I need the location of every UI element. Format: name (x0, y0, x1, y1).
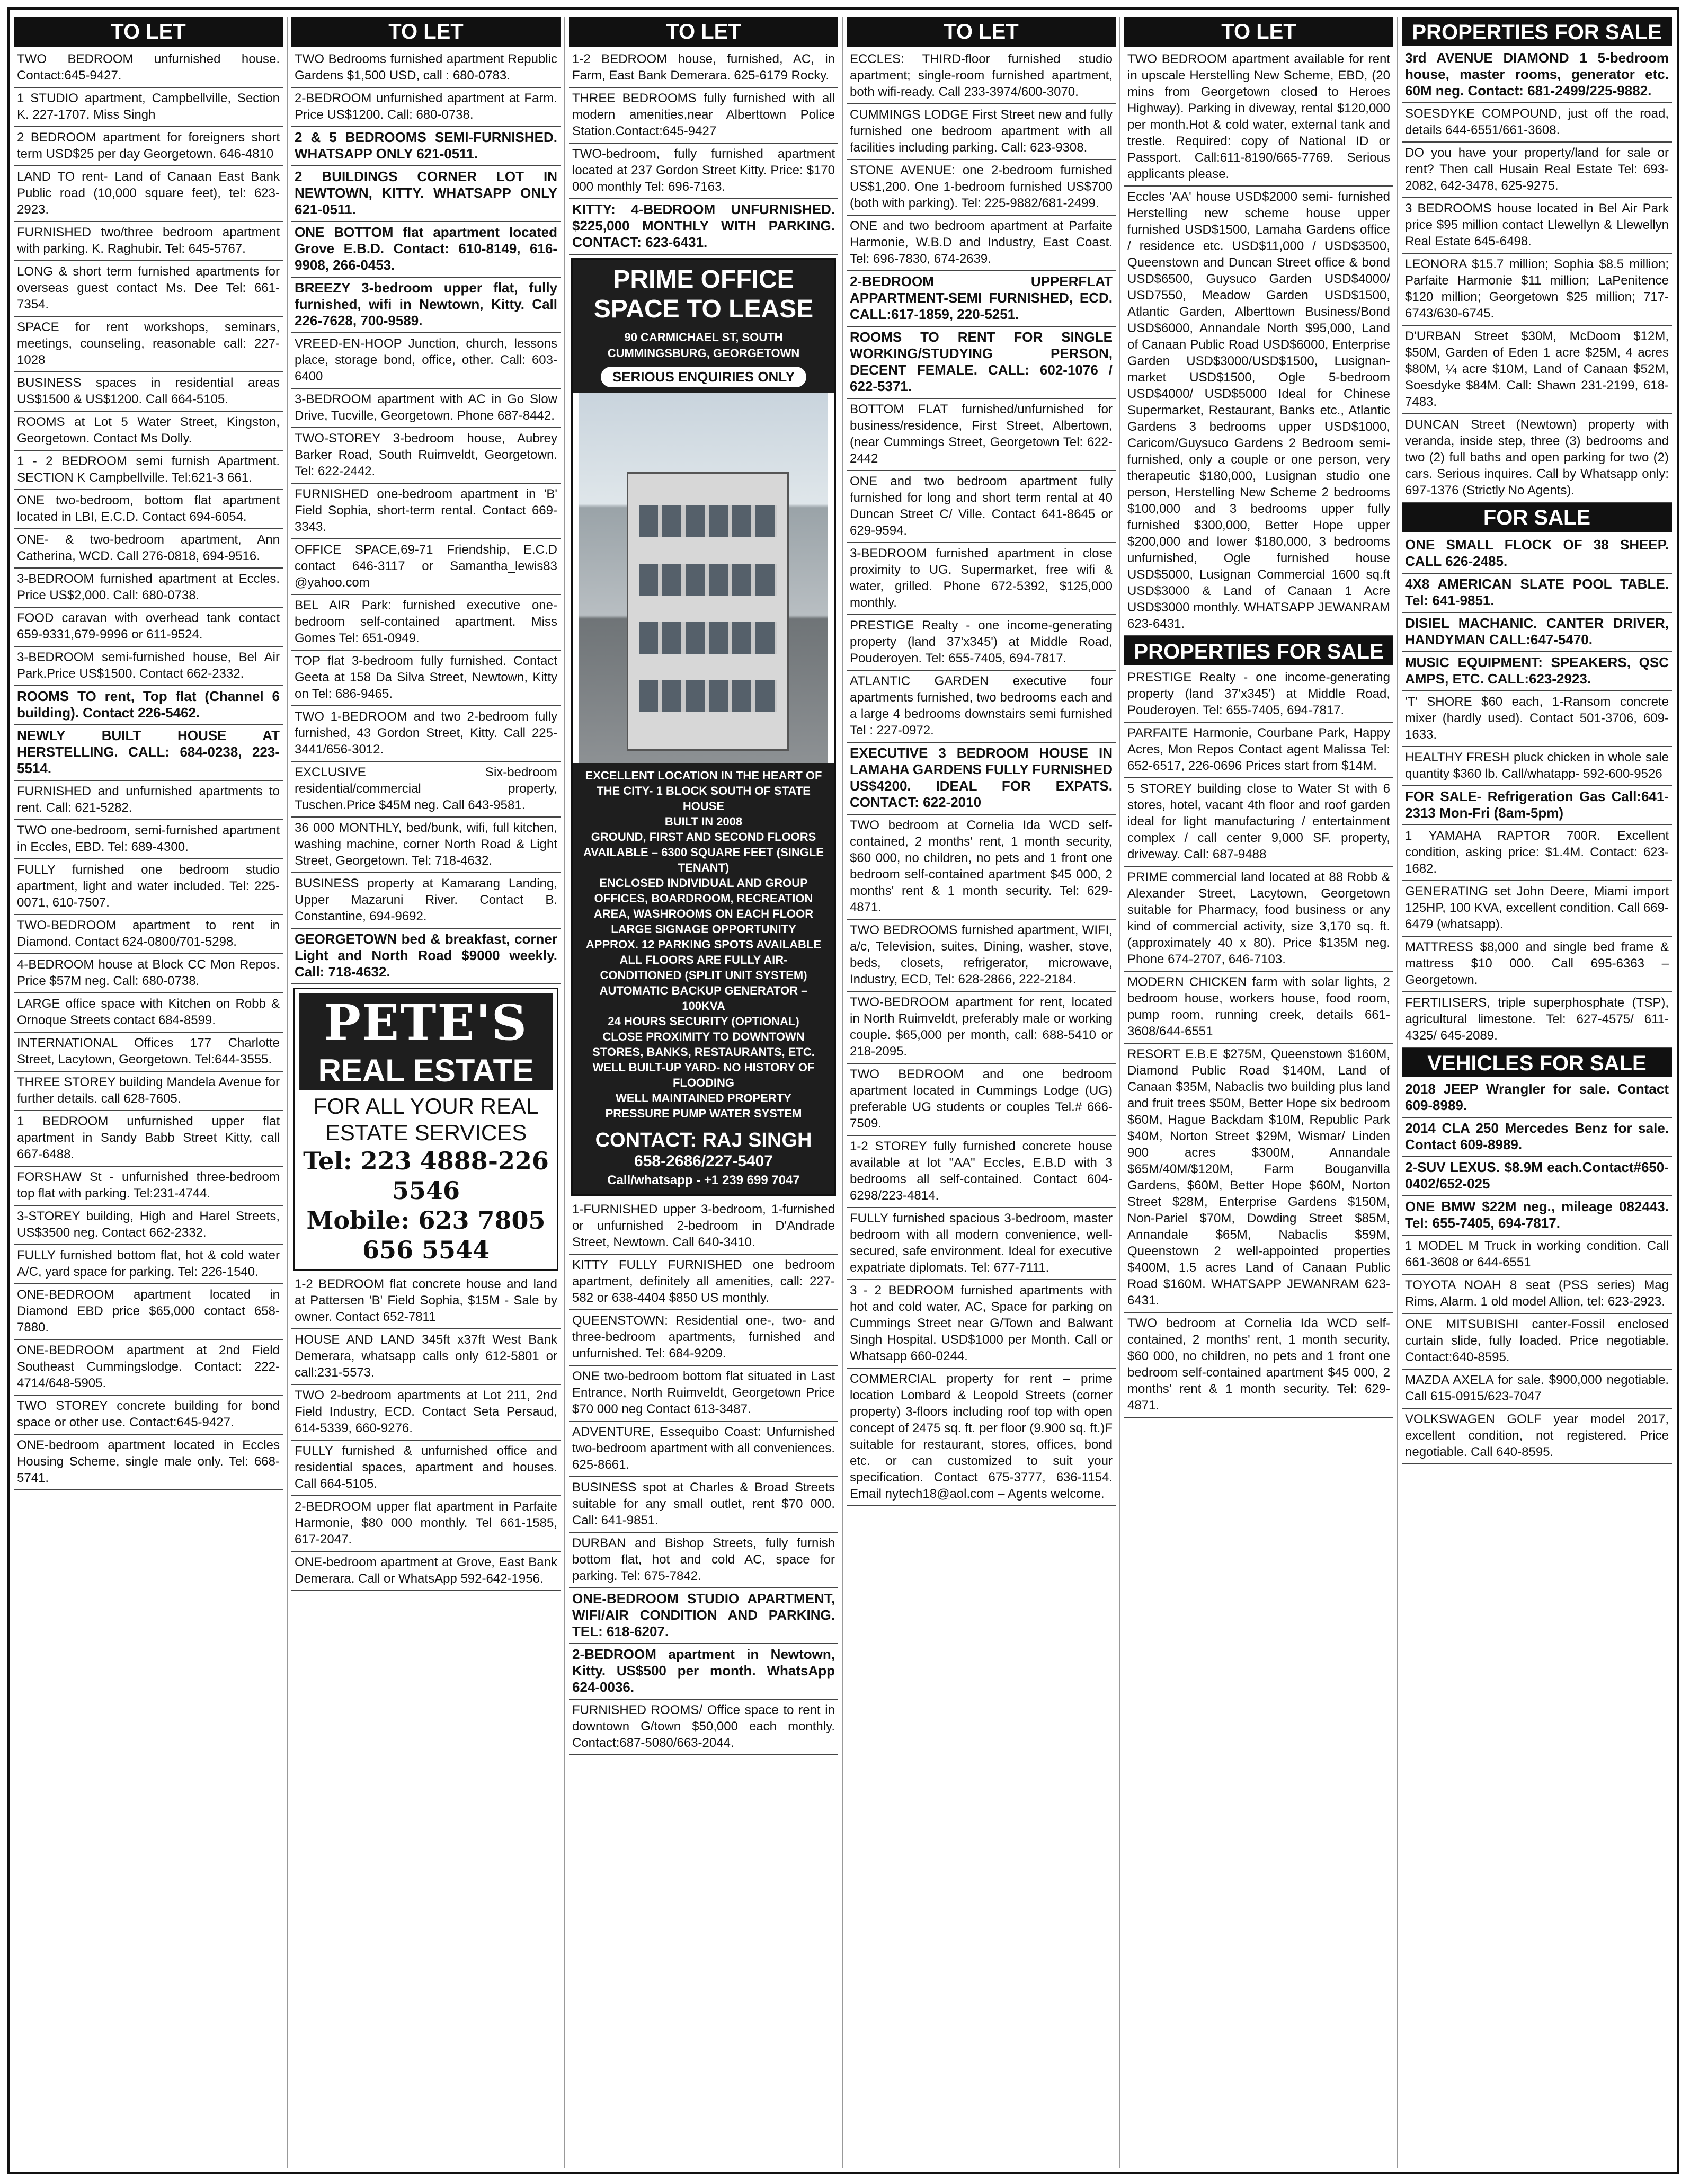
classified-ad: DISIEL MACHANIC. CANTER DRIVER, HANDYMAN CALL:647-5470. (1402, 613, 1672, 652)
classified-ad: ONE-BEDROOM apartment located in Diamond EBD price $65,000 contact 658-7880. (14, 1284, 283, 1340)
classified-ad: HOUSE AND LAND 345ft x37ft West Bank Demerara, whatsapp calls only 612-5801 or call:231-5573. (291, 1329, 561, 1385)
classified-ad: ROOMS at Lot 5 Water Street, Kingston, Georgetown. Contact Ms Dolly. (14, 412, 283, 451)
classified-ad: STONE AVENUE: one 2-bedroom furnished US$1,200. One 1-bedroom furnished US$700 (both with parking). Tel: 225-9882/681-2499. (847, 160, 1116, 216)
section-header-properties-for-sale: PROPERTIES FOR SALE (1124, 636, 1393, 665)
prime-office-phones: 658-2686/227-5407 (634, 1152, 773, 1170)
classified-ad: 3 - 2 BEDROOM furnished apartments with hot and cold water, AC, Space for parking on Cummings Street near G/Town and Balwant Singh Hospital. USD$1000 per Month. Call or Whatsapp 660-0244. (847, 1280, 1116, 1369)
section-header-vehicles-for-sale: VEHICLES FOR SALE (1402, 1048, 1672, 1077)
classified-ad: ONE two-bedroom bottom flat situated in Last Entrance, North Ruimveldt, Georgetown Price $70 000 neg Contact 613-3487. (569, 1366, 838, 1422)
prime-office-feature: 24 HOURS SECURITY (OPTIONAL) (608, 1015, 799, 1028)
classified-ad: TWO BEDROOM unfurnished house. Contact:645-9427. (14, 49, 283, 88)
prime-office-feature: EXCELLENT LOCATION IN THE HEART OF THE CITY- 1 BLOCK SOUTH OF STATE HOUSE (585, 769, 822, 813)
ad-list (1402, 1079, 1672, 1464)
prime-office-feature: WELL MAINTAINED PROPERTY (616, 1091, 791, 1105)
classified-ad: BUSINESS spot at Charles & Broad Streets suitable for any small outlet, rent $70 000. Call: 641-9851. (569, 1477, 838, 1533)
classified-ad: TWO BEDROOM and one bedroom apartment located in Cummings Lodge (UG) preferable UG students or couples Tel.# 666-7509. (847, 1064, 1116, 1136)
prime-office-feature: BUILT IN 2008 (664, 815, 743, 828)
classified-ad: EXCLUSIVE Six-bedroom residential/commercial property, Tuschen.Price $45M neg. Call 643-9581. (291, 762, 561, 818)
classified-ad: FULLY furnished & unfurnished office and residential spaces, apartment and houses. Call 664-5105. (291, 1441, 561, 1496)
classified-ad: ADVENTURE, Essequibo Coast: Unfurnished two-bedroom apartment with all conveniences. 625-8661. (569, 1422, 838, 1477)
classified-ad: COMMERCIAL property for rent – prime location Lombard & Leopold Streets (corner property) 3-floors including roof top with open concept of 2475 sq. ft. per floor (9.900 sq. ft.)F suitable for restaurant, stores, offices, bond etc. or can customized to suit your specification. Contact 675-3777, 636-1154. Email nytech18@aol.com – Agents welcome. (847, 1369, 1116, 1506)
classified-ad: D'URBAN Street $30M, McDoom $12M, $50M, Garden of Eden 1 acre $25M, 4 acres $80M, ¼ acre $10M, Land of Canaan $52M, Soesdyke $84M. Call: Shawn 231-2199, 618-7483. (1402, 326, 1672, 414)
classified-ad: TWO-BEDROOM apartment for rent, located in North Ruimveldt, preferably male or working couple. $65,000 per month, call: 688-5410 or 218-2095. (847, 992, 1116, 1064)
classified-ad: KITTY: 4-BEDROOM UNFURNISHED. $225,000 MONTHLY WITH PARKING. CONTACT: 623-6431. (569, 199, 838, 255)
classified-ad: 2-SUV LEXUS. $8.9M each.Contact#650-0402/652-025 (1402, 1157, 1672, 1196)
classified-ad: LEONORA $15.7 million; Sophia $8.5 million; Parfaite Harmonie $11 million; LaPenitence $120 million; Georgetown $25 million; 717-6743/630-6745. (1402, 254, 1672, 326)
classified-ad: HEALTHY FRESH pluck chicken in whole sale quantity $360 lb. Call/whatapp- 592-600-9526 (1402, 747, 1672, 786)
classified-ad: 36 000 MONTHLY, bed/bunk, wifi, full kitchen, washing machine, corner North Road & Light Street, Georgetown. Tel: 718-4632. (291, 818, 561, 873)
classified-ad: ONE and two bedroom apartment at Parfaite Harmonie, W.B.D and Industry, East Coast. Tel: 696-7830, 674-2639. (847, 216, 1116, 271)
prime-office-features (573, 763, 834, 1194)
classified-ad: 1 - 2 BEDROOM semi furnish Apartment. SECTION K Campbellville. Tel:621-3 661. (14, 451, 283, 490)
classified-ad: 4-BEDROOM house at Block CC Mon Repos. Price $57M neg. Call: 680-0738. (14, 954, 283, 993)
classified-ad: ONE SMALL FLOCK OF 38 SHEEP. CALL 626-2485. (1402, 535, 1672, 574)
petes-real-estate-ad (293, 988, 558, 1271)
classified-ad: GEORGETOWN bed & breakfast, corner Light and North Road $9000 weekly. Call: 718-4632. (291, 929, 561, 984)
classified-ad: FURNISHED and unfurnished apartments to rent. Call: 621-5282. (14, 781, 283, 820)
classified-ad: TWO BEDROOMS furnished apartment, WIFI, a/c, Television, suites, Dining, washer, stove, beds, closets, refrigerator, microwave, Industry, ECD, Tel: 628-2866, 222-2184. (847, 920, 1116, 992)
classified-ad: FURNISHED one-bedroom apartment in 'B' Field Sophia, short-term rental. Contact 669-3343. (291, 484, 561, 539)
classified-ad: ONE MITSUBISHI canter-Fossil enclosed curtain slide, fully loaded. Price negotiable. Contact:640-8595. (1402, 1314, 1672, 1370)
column-5 (1124, 17, 1393, 2168)
classified-ad: TWO Bedrooms furnished apartment Republic Gardens $1,500 USD, call : 680-0783. (291, 49, 561, 88)
prime-office-feature: ENCLOSED INDIVIDUAL AND GROUP OFFICES, BOARDROOM, RECREATION AREA, WASHROOMS ON EACH FLOOR (593, 876, 814, 920)
classified-ad: FORSHAW St - unfurnished three-bedroom top flat with parking. Tel:231-4744. (14, 1167, 283, 1206)
classified-ad: GENERATING set John Deere, Miami import 125HP, 100 KVA, excellent condition. Call 669-6479 (whatsapp). (1402, 881, 1672, 937)
classified-ad: SOESDYKE COMPOUND, just off the road, details 644-6551/661-3608. (1402, 103, 1672, 143)
classified-ad: MODERN CHICKEN farm with solar lights, 2 bedroom house, workers house, food room, pump room, running creek, details 661-3608/644-6551 (1124, 972, 1393, 1044)
prime-office-feature: WELL BUILT-UP YARD- NO HISTORY OF FLOODING (592, 1061, 815, 1089)
classified-ad: ECCLES: THIRD-floor furnished studio apartment; single-room furnished apartment, both wifi-ready. Call 233-3974/600-3070. (847, 49, 1116, 104)
classified-ad: TWO-BEDROOM apartment to rent in Diamond. Contact 624-0800/701-5298. (14, 915, 283, 954)
classified-ad: 2-BEDROOM upper flat apartment in Parfaite Harmonie, $80 000 monthly. Tel 661-1585, 617-2047. (291, 1496, 561, 1552)
classified-ad: PRIME commercial land located at 88 Robb & Alexander Street, Lacytown, Georgetown suitable for Pharmacy, food business or any kind of commercial activity, size 3,170 sq. ft. (approximately 40 x 80). Price $135M neg. Phone 674-2707, 646-7103. (1124, 867, 1393, 972)
petes-mobile: Mobile: 623 7805 656 5544 (306, 1206, 546, 1264)
prime-office-feature: PRESSURE PUMP WATER SYSTEM (605, 1107, 802, 1120)
classified-ad: RESORT E.B.E $275M, Queenstown $160M, Diamond Public Road $140M, Land of Canaan $35M, Nabaclis two building plus land and fruit trees $50M, Better Hope six bedroom $60M, Hague Backdam $10M, Republic Park $40M, Norton Street $29M, Wismar/ Linden 900 acres $300M, Annandale $65M/40M/$120M, Farm Bouganvilla Gardens, $60M, Better Hope $60M, Norton Street $28M, Enterprise Gardens $150M, Non-Pariel $70M, Dowding Street $85M, Annandale $65M, Nabaclis $59M, Queenstown 2 well-appointed properties $400M, 1.5 acres Land of Canaan Public Road $160M. WHATSAPP JEWANRAM 623-6431. (1124, 1044, 1393, 1313)
prime-office-feature: AUTOMATIC BACKUP GENERATOR – 100KVA (599, 984, 808, 1013)
classified-ad: THREE BEDROOMS fully furnished with all modern amenities,near Alberttown Police Station.Contact:645-9427 (569, 88, 838, 144)
section-header: TO LET (847, 17, 1116, 47)
prime-office-contact: CONTACT: RAJ SINGH (595, 1129, 812, 1151)
prime-office-feature: GROUND, FIRST AND SECOND FLOORS AVAILABLE – 6300 SQUARE FEET (SINGLE TENANT) (583, 830, 824, 874)
serious-enquiries-badge: SERIOUS ENQUIRIES ONLY (601, 367, 806, 387)
prime-office-address: 90 CARMICHAEL ST, SOUTH CUMMINGSBURG, GEORGETOWN (607, 331, 800, 360)
column-2 (291, 17, 561, 2168)
petes-logo: PETE'S (299, 993, 553, 1052)
prime-office-feature: LARGE SIGNAGE OPPORTUNITY (611, 922, 796, 936)
petes-logo-subtitle: REAL ESTATE (299, 1052, 553, 1090)
classified-ad: 5 STOREY building close to Water St with 6 stores, hotel, vacant 4th floor and roof garden ideal for light manufacturing / entertainment complex / call center 9,000 SF. property, driveway. Call: 687-9488 (1124, 778, 1393, 867)
classified-ad: 1 BEDROOM unfurnished upper flat apartment in Sandy Babb Street Kitty, call 667-6488. (14, 1111, 283, 1167)
classified-ad: 3 BEDROOMS house located in Bel Air Park price $95 million contact Llewellyn & Llewellyn Real Estate 645-6498. (1402, 198, 1672, 254)
classified-ad: ROOMS TO RENT FOR SINGLE WORKING/STUDYING PERSON, DECENT FEMALE. CALL: 602-1076 / 622-5371. (847, 327, 1116, 399)
classified-ad: FOR SALE- Refrigeration Gas Call:641-2313 Mon-Fri (8am-5pm) (1402, 786, 1672, 825)
classified-ad: THREE STOREY building Mandela Avenue for further details. call 628-7605. (14, 1072, 283, 1111)
classified-ad: TWO one-bedroom, semi-furnished apartment in Eccles, EBD. Tel: 689-4300. (14, 820, 283, 859)
classified-ad: VOLKSWAGEN GOLF year model 2017, excellent condition, not registered. Price negotiable. Call 640-8595. (1402, 1409, 1672, 1464)
classified-ad: 2-BEDROOM UPPERFLAT APPARTMENT-SEMI FURNISHED, ECD. CALL:617-1859, 220-5251. (847, 271, 1116, 327)
classified-ad: KITTY FULLY FURNISHED one bedroom apartment, definitely all amenities, call: 227-582 or 638-4404 $850 US monthly. (569, 1255, 838, 1310)
classified-ad: 1 MODEL M Truck in working condition. Call 661-3608 or 644-6551 (1402, 1236, 1672, 1275)
classified-ad: OFFICE SPACE,69-71 Friendship, E.C.D contact 646-3117 or Samantha_lewis83 @yahoo.com (291, 539, 561, 595)
classified-ad: 3-BEDROOM furnished apartment in close proximity to UG. Supermarket, free wifi & water, grilled. Phone 672-5392, $125,000 monthly. (847, 543, 1116, 615)
ad-list (1124, 667, 1393, 1418)
classified-ad: TWO BEDROOM apartment available for rent in upscale Herstelling New Scheme, EBD, (20 mins from Georgetown closed to Heroes Highway). Parking in diveway, rental $120,000 per month.Hot & cold water, external tank and trestle. Required: copy of National ID or Passport. Call:611-8190/665-7769. Serious applicants please. (1124, 49, 1393, 187)
classified-ad: ONE two-bedroom, bottom flat apartment located in LBI, E.C.D. Contact 694-6054. (14, 490, 283, 529)
classified-ad: TWO-STOREY 3-bedroom house, Aubrey Barker Road, South Ruimveldt, Georgetown. Tel: 622-2442. (291, 428, 561, 484)
classified-ad: TOYOTA NOAH 8 seat (PSS series) Mag Rims, Alarm. 1 old model Allion, tel: 623-2923. (1402, 1275, 1672, 1314)
office-building-photo (579, 393, 828, 763)
classified-ad: FULLY furnished spacious 3-bedroom, master bedroom with all modern convenience, well-secured, safe environment. Ideal for executive expatriate diplomats. Tel: 677-7111. (847, 1208, 1116, 1280)
column-1 (14, 17, 283, 2168)
classified-ad: 4X8 AMERICAN SLATE POOL TABLE. Tel: 641-9851. (1402, 574, 1672, 613)
classified-ad: 3-BEDROOM apartment with AC in Go Slow Drive, Tucville, Georgetown. Phone 687-8442. (291, 389, 561, 428)
classified-ad: Eccles 'AA' house USD$2000 semi- furnished Herstelling new scheme house upper furnished USD$1500, Lamaha Gardens office / residence etc. USD$11,000 / USD$3500, Queenstown and Duncan Street office & bond USD$6500, Guysuco Garden USD$4000/ USD7550, Meadow Garden USD$1500, Atlantic Garden, Alberttown Business/Bond USD$6000, Annandale North $95,000, Land of Canaan Public Road USD$6000, Enterprise Garden USD$3000/USD$1500, Lusignan-market USD$1500, Ogle 5-bedroom USD$4000/ USD$5000 Ideal for Chinese Supermarket, Restaurant, Banks etc., Atlantic Gardens 3 bedrooms upper USD$1000, Caricom/Guysuco Gardens 2 Bedroom semi-furnished, only a couple or one person, very therapeutic $180,000, Lusignan studio one person, Herstelling New Scheme 2 bedrooms $100,000 and 3 bedrooms upper fully furnished $300,000, Better Hope upper $200,000 and lower $180,000, 3 bedrooms unfurnished, Ogle furnished house USD$5000, Lusignan Commercial 1600 sq.ft USD$3000 & Land of Canaan 1 Acre USD$3000 monthly. WHATSAPP JEWANRAM 623-6431. (1124, 187, 1393, 636)
classified-ad: 'T' SHORE $60 each, 1-Ransom concrete mixer (hardly used). Contact 501-3706, 609-1633. (1402, 691, 1672, 747)
ad-list (1124, 49, 1393, 636)
classified-ad: 2 BEDROOM apartment for foreigners short term USD$25 per day Georgetown. 646-4810 (14, 127, 283, 166)
classified-ad: TWO 2-bedroom apartments at Lot 211, 2nd Field Industry, ECD. Contact Seta Persaud, 614-5339, 660-9276. (291, 1385, 561, 1441)
ad-list (847, 49, 1116, 1506)
classified-ad: CUMMINGS LODGE First Street new and fully furnished one bedroom apartment with all facilities including parking. Call: 623-9308. (847, 104, 1116, 160)
ad-list (14, 49, 283, 1490)
classified-ad: BREEZY 3-bedroom upper flat, fully furnished, wifi in Newtown, Kitty. Call 226-7628, 700-9589. (291, 278, 561, 333)
section-header: TO LET (14, 17, 283, 47)
classified-ad: LARGE office space with Kitchen on Robb & Ornoque Streets contact 684-8599. (14, 993, 283, 1033)
prime-office-whatsapp: Call/whatsapp - +1 239 699 7047 (607, 1173, 800, 1187)
ad-list (569, 49, 838, 255)
classified-ad: FULLY furnished bottom flat, hot & cold water A/C, yard space for parking. Tel: 226-1540. (14, 1245, 283, 1284)
prime-office-header (573, 260, 834, 393)
classified-ad: 1-2 BEDROOM house, furnished, AC, in Farm, East Bank Demerara. 625-6179 Rocky. (569, 49, 838, 88)
prime-office-feature: APPROX. 12 PARKING SPOTS AVAILABLE (585, 938, 822, 951)
section-header: TO LET (1124, 17, 1393, 47)
classified-ad: MUSIC EQUIPMENT: SPEAKERS, QSC AMPS, ETC. CALL:623-2923. (1402, 652, 1672, 691)
prime-office-feature: CLOSE PROXIMITY TO DOWNTOWN STORES, BANKS, RESTAURANTS, ETC. (592, 1030, 815, 1059)
classified-ad: ONE-bedroom apartment at Grove, East Bank Demerara. Call or WhatsApp 592-642-1956. (291, 1552, 561, 1591)
ad-list (569, 1199, 838, 1755)
classified-ad: 1-2 BEDROOM flat concrete house and land at Pattersen 'B' Field Sophia, $15M - Sale by owner. Contact 652-7811 (291, 1274, 561, 1329)
classified-ad: FULLY furnished one bedroom studio apartment, light and water included. Tel: 225-0071, 610-7507. (14, 859, 283, 915)
classified-ad: 1 STUDIO apartment, Campbellville, Section K. 227-1707. Miss Singh (14, 88, 283, 127)
section-header: TO LET (569, 17, 838, 47)
prime-office-ad (571, 258, 836, 1196)
ad-list (1402, 535, 1672, 1048)
classified-ad: 1-2 STOREY fully furnished concrete house available at lot "AA" Eccles, E.B.D with 3 bedrooms all self-contained. Contact 604-6298/223-4814. (847, 1136, 1116, 1208)
classified-ad: ONE BOTTOM flat apartment located Grove E.B.D. Contact: 610-8149, 616-9908, 266-0453. (291, 222, 561, 278)
prime-office-feature: ALL FLOORS ARE FULLY AIR-CONDITIONED (SPLIT UNIT SYSTEM) (600, 953, 807, 982)
ad-list (291, 1274, 561, 1591)
classified-ad: 2 & 5 BEDROOMS SEMI-FURNISHED. WHATSAPP ONLY 621-0511. (291, 127, 561, 166)
classified-ad: TWO bedroom at Cornelia Ida WCD self-contained, 2 months' rent, 1 month security, $60 000, no children, no pets and 1 front one bedroom self-contained apartment $45 000, 2 months' rent & 1 month security. Tel: 629-4871. (847, 815, 1116, 920)
classified-ad: 3-BEDROOM semi-furnished house, Bel Air Park.Price US$1500. Contact 662-2332. (14, 647, 283, 686)
classified-ad: INTERNATIONAL Offices 177 Charlotte Street, Lacytown, Georgetown. Tel:644-3555. (14, 1033, 283, 1072)
classified-ad: VREED-EN-HOOP Junction, church, lessons place, storage bond, office, other. Call: 603-6400 (291, 333, 561, 389)
ad-list (1402, 48, 1672, 503)
classified-ad: EXECUTIVE 3 BEDROOM HOUSE IN LAMAHA GARDENS FULLY FURNISHED US$4200. IDEAL FOR EXPATS. CONTACT: 622-2010 (847, 743, 1116, 815)
petes-tel: Tel: 223 4888-226 5546 (303, 1147, 549, 1205)
column-4 (847, 17, 1116, 2168)
classified-ad: 3rd AVENUE DIAMOND 1 5-bedroom house, master rooms, generator etc. 60M neg. Contact: 681-2499/225-9882. (1402, 48, 1672, 103)
classified-ad: ATLANTIC GARDEN executive four apartments furnished, two bedrooms each and a large 4 bedrooms downstairs semi furnished Tel : 227-0972. (847, 671, 1116, 743)
ad-list (291, 49, 561, 984)
classified-ad: ONE and two bedroom apartment fully furnished for long and short term rental at 40 Duncan Street C/ Ville. Contact 641-8645 or 629-9594. (847, 471, 1116, 543)
classified-ad: LONG & short term furnished apartments for overseas guest contact Ms. Dee Tel: 661-7354. (14, 261, 283, 317)
classified-ad: ROOMS TO rent, Top flat (Channel 6 building). Contact 226-5462. (14, 686, 283, 725)
classified-ad: 2-BEDROOM apartment in Newtown, Kitty. US$500 per month. WhatsApp 624-0036. (569, 1644, 838, 1700)
classified-ad: 2014 CLA 250 Mercedes Benz for sale. Contact 609-8989. (1402, 1118, 1672, 1157)
classified-ad: 2018 JEEP Wrangler for sale. Contact 609-8989. (1402, 1079, 1672, 1118)
classified-ad: TWO-bedroom, fully furnished apartment located at 237 Gordon Street Kitty. Price: $170 000 monthly Tel: 696-7163. (569, 144, 838, 199)
classified-ad: PRESTIGE Realty - one income-generating property (land 37'x345') at Middle Road, Pouderoyen. Tel: 655-7405, 694-7817. (847, 615, 1116, 671)
classified-ad: MATTRESS $8,000 and single bed frame & mattress $10 000. Call 695-6363 – Georgetown. (1402, 937, 1672, 992)
classified-ad: 2 BUILDINGS CORNER LOT IN NEWTOWN, KITTY. WHATSAPP ONLY 621-0511. (291, 166, 561, 222)
classified-ad: FURNISHED two/three bedroom apartment with parking. K. Raghubir. Tel: 645-5767. (14, 222, 283, 261)
classified-ad: MAZDA AXELA for sale. $900,000 negotiable. Call 615-0915/623-7047 (1402, 1370, 1672, 1409)
classified-ad: DURBAN and Bishop Streets, fully furnish bottom flat, hot and cold AC, space for parking. Tel: 675-7842. (569, 1533, 838, 1588)
classified-ad: ONE-bedroom apartment located in Eccles Housing Scheme, single male only. Tel: 668-5741. (14, 1435, 283, 1490)
classified-ad: NEWLY BUILT HOUSE AT HERSTELLING. CALL: 684-0238, 223-5514. (14, 725, 283, 781)
classified-ad: 2-BEDROOM unfurnished apartment at Farm. Price US$1200. Call: 680-0738. (291, 88, 561, 127)
classified-ad: BUSINESS spaces in residential areas US$1500 & US$1200. Call 664-5105. (14, 372, 283, 412)
section-header-for-sale: FOR SALE (1402, 503, 1672, 532)
classified-ad: TWO STOREY concrete building for bond space or other use. Contact:645-9427. (14, 1396, 283, 1435)
classified-ad: TOP flat 3-bedroom fully furnished. Contact Geeta at 158 Da Silva Street, Newtown, Kitty on Tel: 686-9465. (291, 651, 561, 706)
classifieds-page (7, 7, 1679, 2174)
column-6 (1402, 17, 1672, 2168)
classified-ad: BEL AIR Park: furnished executive one-bedroom self-contained apartment. Miss Gomes Tel: 651-0949. (291, 595, 561, 651)
classified-ad: DUNCAN Street (Newtown) property with veranda, inside step, three (3) bedrooms and two (2) full baths and open parking for two (2) cars. Serious inquires. Call by Whatsapp only: 697-1376 (Strictly No Agents). (1402, 414, 1672, 503)
classified-ad: FOOD caravan with overhead tank contact 659-9331,679-9996 or 611-9524. (14, 608, 283, 647)
classified-ad: TWO bedroom at Cornelia Ida WCD self-contained, 2 months' rent, 1 month security, $60 000, no children, no pets and 1 front one bedroom self-contained apartment $45 000, 2 months' rent & 1 month security. Tel: 629-4871. (1124, 1313, 1393, 1418)
classified-ad: SPACE for rent workshops, seminars, meetings, counseling, reasonable call: 227-1028 (14, 317, 283, 372)
classified-ad: 1 YAMAHA RAPTOR 700R. Excellent condition, asking price: $1.4M. Contact: 623-1682. (1402, 825, 1672, 881)
classified-ad: 3-STOREY building, High and Harel Streets, US$3500 neg. Contact 662-2332. (14, 1206, 283, 1245)
classified-ad: ONE- & two-bedroom apartment, Ann Catherina, WCD. Call 276-0818, 694-9516. (14, 529, 283, 569)
classified-ad: PARFAITE Harmonie, Courbane Park, Happy Acres, Mon Repos Contact agent Malissa Tel: 652-6517, 226-0696 Prices start from $14M. (1124, 723, 1393, 778)
classified-ad: ONE BMW $22M neg., mileage 082443. Tel: 655-7405, 694-7817. (1402, 1196, 1672, 1236)
classified-ad: QUEENSTOWN: Residential one-, two- and three-bedroom apartments, furnished and unfurnished. Tel: 684-9209. (569, 1310, 838, 1366)
building-icon (627, 472, 789, 751)
classified-ad: ONE-BEDROOM apartment at 2nd Field Southeast Cummingslodge. Contact: 222-4714/648-5905. (14, 1340, 283, 1396)
classified-ad: BOTTOM FLAT furnished/unfurnished for business/residence, First Street, Albertown, (near Cummings Street, Georgetown Tel: 622-2442 (847, 399, 1116, 471)
classified-ad: TWO 1-BEDROOM and two 2-bedroom fully furnished, 43 Gordon Street, Kitty. Call 225-3441/656-3012. (291, 706, 561, 762)
classified-ad: BUSINESS property at Kamarang Landing, Upper Mazaruni River. Contact B. Constantine, 694-9692. (291, 873, 561, 929)
classified-ad: ONE-BEDROOM STUDIO APARTMENT, WIFI/AIR CONDITION AND PARKING. TEL: 618-6207. (569, 1588, 838, 1644)
classified-ad: FERTILISERS, triple superphosphate (TSP), agricultural limestone. Tel: 627-4575/ 611-4325/ 645-2089. (1402, 992, 1672, 1048)
petes-tagline: FOR ALL YOUR REAL ESTATE SERVICES (313, 1094, 539, 1145)
prime-office-title: PRIME OFFICE SPACE TO LEASE (593, 265, 814, 323)
classified-ad: PRESTIGE Realty - one income-generating property (land 37'x345') at Middle Road, Pouderoyen. Tel: 655-7405, 694-7817. (1124, 667, 1393, 723)
classified-ad: 1-FURNISHED upper 3-bedroom, 1-furnished or unfurnished 2-bedroom in D'Andrade Street, Newtown. Call 640-3410. (569, 1199, 838, 1255)
classified-ad: FURNISHED ROOMS/ Office space to rent in downtown G/town $50,000 each monthly. Contact:687-5080/663-2044. (569, 1700, 838, 1755)
section-header-properties-for-sale: PROPERTIES FOR SALE (1402, 17, 1672, 46)
classified-ad: DO you have your property/land for sale or rent? Then call Husain Real Estate Tel: 693-2082, 642-3478, 625-9275. (1402, 143, 1672, 198)
classified-ad: LAND TO rent- Land of Canaan East Bank Public road (10,000 square feet), tel: 623-2923. (14, 166, 283, 222)
column-3 (569, 17, 838, 2168)
classified-ad: 3-BEDROOM furnished apartment at Eccles. Price US$2,000. Call: 680-0738. (14, 569, 283, 608)
section-header: TO LET (291, 17, 561, 47)
